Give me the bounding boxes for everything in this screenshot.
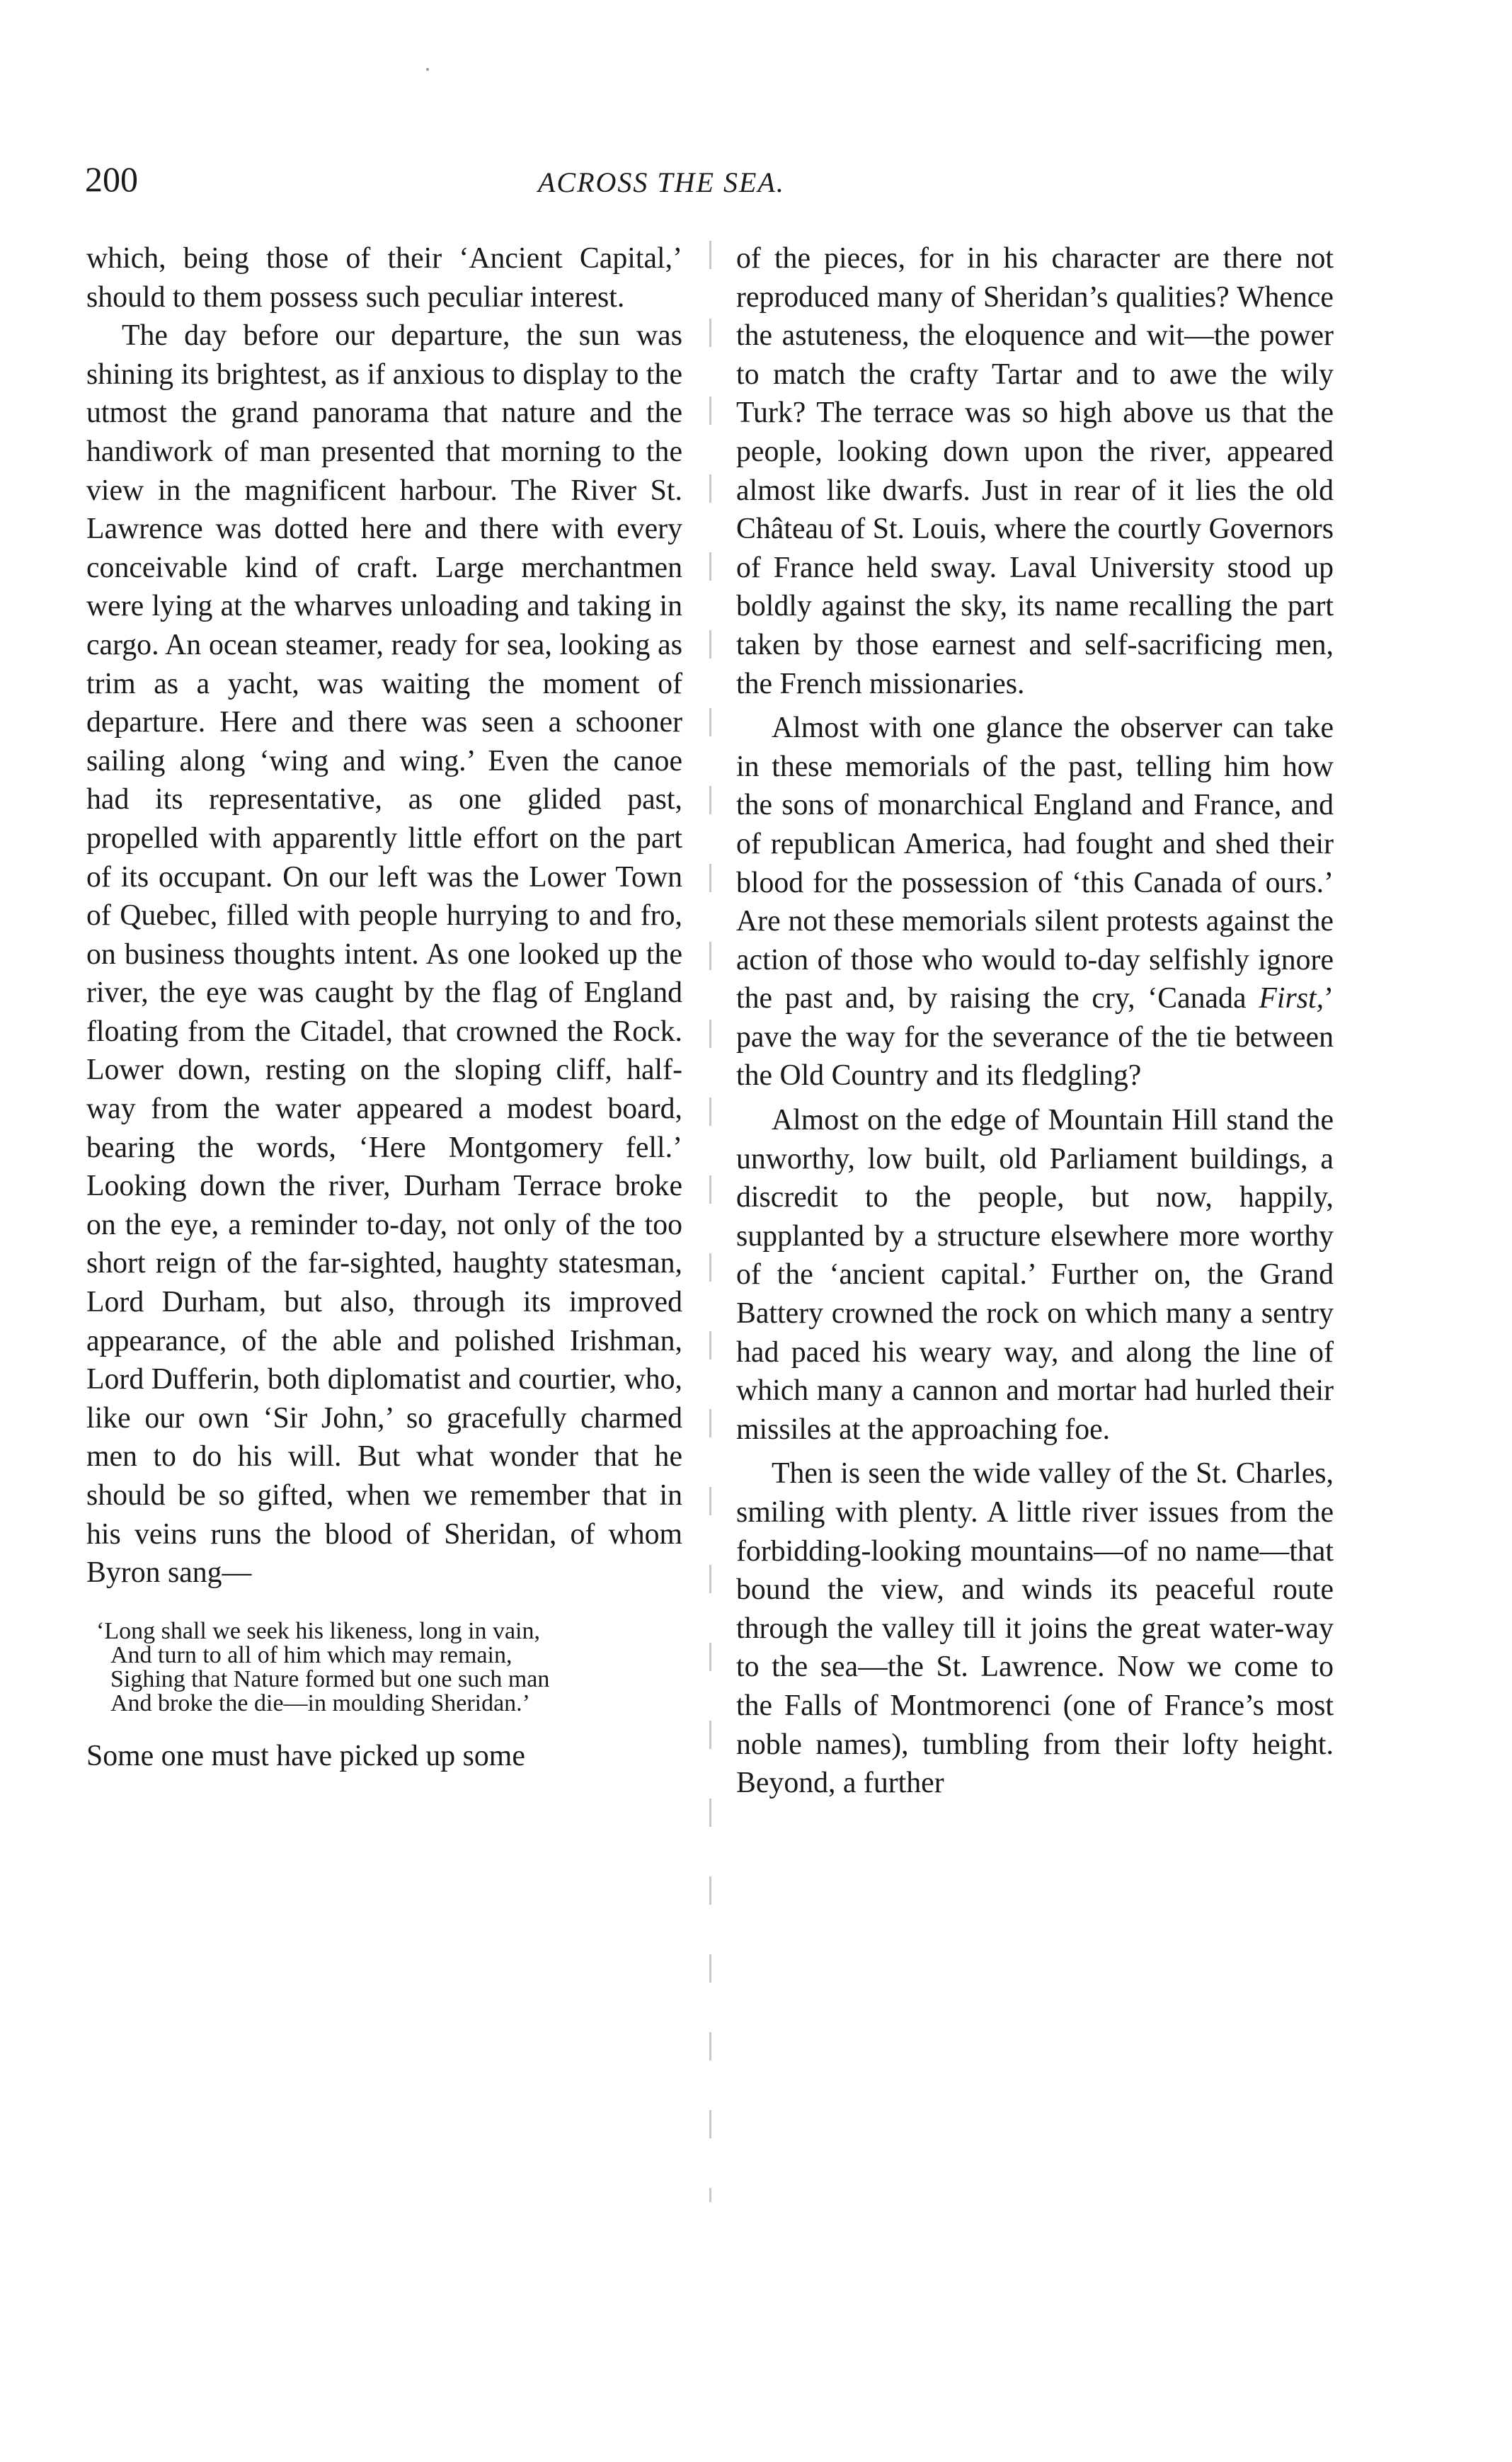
paper-speck: [426, 68, 429, 71]
paragraph: which, being those of their ‘Ancient Capital,’ should to them possess such peculiar interest.: [86, 242, 682, 314]
paragraph: of the pieces, for in his character are there not reproduced many of Sheridan’s qualities? Whence the astuteness, the eloquence and wit—the power to match the crafty Tartar and to awe the wily Turk? The terrace was so high above us that the people, looking down upon the river, appeared almost like dwarfs. Just in rear of it lies the old Château of St. Louis, where the courtly Governors of France held sway. Laval University stood up boldly against the sky, its name recalling the part taken by those earnest and self-sacrificing men, the French missionaries.: [736, 242, 1334, 700]
verse-line: Sighing that Nature formed but one such man: [110, 1665, 550, 1692]
right-column: [736, 239, 1334, 1803]
column-divider: [709, 241, 711, 2202]
verse-quotation: [96, 1619, 682, 1716]
verse-line: And broke the die—in moulding Sheridan.’: [110, 1689, 531, 1716]
paragraph-text: Almost with one glance the observer can take in these memorials of the past, telling him how the sons of monarchical England and France, and of republican America, had fought and shed their blood for the possession of ‘this Canada of ours.’ Are not these memorials silent protests against the action of those who would to-day selfishly ignore the past and, by raising the cry, ‘Canada: [736, 712, 1334, 1015]
verse-line: And turn to all of him which may remain,: [110, 1641, 512, 1668]
running-title: ACROSS THE SEA.: [538, 166, 785, 198]
page-number: 200: [85, 159, 138, 199]
paragraph-text: ’ pave the way for the severance of the tie between the Old Country and its fledgling?: [736, 982, 1334, 1093]
verse-line: ‘Long shall we seek his likeness, long in vain,: [96, 1617, 541, 1644]
emphasized-word: First,: [1259, 982, 1324, 1015]
paragraph: The day before our departure, the sun was shining its brightest, as if anxious to display to the utmost the grand panorama that nature and the handiwork of man presented that morning to the view in the magnificent harbour. The River St. Lawrence was dotted here and there with every conceivable kind of craft. Large merchantmen were lying at the wharves unloading and taking in cargo. An ocean steamer, ready for sea, looking as trim as a yacht, was waiting the moment of departure. Here and there was seen a schooner sailing along ‘wing and wing.’ Even the canoe had its representative, as one glided past, propelled with apparently little effort on the part of its occupant. On our left was the Lower Town of Quebec, filled with people hurrying to and fro, on business thoughts intent. As one looked up the river, the eye was caught by the flag of England floating from the Citadel, that crowned the Rock. Lower down, resting on the sloping cliff, half-way from the water appeared a modest board, bearing the words, ‘Here Montgomery fell.’ Looking down the river, Durham Terrace broke on the eye, a reminder to-day, not only of the too short reign of the far-sighted, haughty statesman, Lord Durham, but also, through its improved appearance, of the able and polished Irishman, Lord Dufferin, both diplomatist and courtier, who, like our own ‘Sir John,’ so gracefully charmed men to do his will. But what wonder that he should be so gifted, when we remember that in his veins runs the blood of Sheridan, of whom Byron sang—: [86, 319, 682, 1590]
left-column: [86, 239, 682, 1775]
paragraph: [736, 709, 1334, 1095]
paragraph: Some one must have picked up some: [86, 1739, 525, 1772]
paragraph: Almost on the edge of Mountain Hill stand the unworthy, low built, old Parliament buildings, a discredit to the people, but now, happily, supplanted by a structure elsewhere more worthy of the ‘ancient capital.’ Further on, the Grand Battery crowned the rock on which many a sentry had paced his weary way, and along the line of which many a cannon and mortar had hurled their missiles at the approaching foe.: [736, 1104, 1334, 1446]
paragraph: Then is seen the wide valley of the St. Charles, smiling with plenty. A little river issues from the forbidding-looking mountains—of no name—that bound the view, and winds its peaceful route through the valley till it joins the great water-way to the sea—the St. Lawrence. Now we come to the Falls of Montmorenci (one of France’s most noble names), tumbling from their lofty height. Beyond, a further: [736, 1457, 1334, 1800]
